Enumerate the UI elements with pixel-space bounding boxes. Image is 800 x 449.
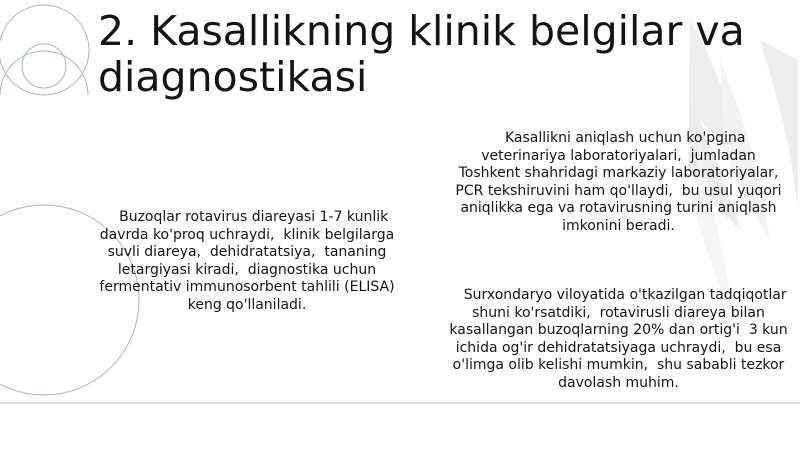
paragraph-right-top: Kasallikni aniqlash uchun ko'pgina veterinariya laboratoriyalari, jumladan Toshkent shahridagi markaziy laboratoriyalar, PCR tekshiruvini ham qo'llaydi, bu usul yuqori aniqlikka ega va rotavirusning turini aniqlash imkonini beradi. xyxy=(455,130,788,234)
paragraph-left: Buzoqlar rotavirus diareyasi 1-7 kunlik davrda ko'proq uchraydi, klinik belgilarga suvli diareya, dehidratatsiya, tananing letargiyasi kiradi, diagnostika uchun fermentativ immunosorbent tahlili (ELISA) keng qo'llaniladi. xyxy=(99,209,400,313)
circle-decor-1 xyxy=(0,5,89,95)
paragraph-right-bottom: Surxondaryo viloyatida o'tkazilgan tadqiqotlar shuni ko'rsatdiki, rotavirusli diareya bilan kasallangan buzoqlarning 20% dan ortig'i 3 kun ichida og'ir dehidratatsiyaga uchraydi, bu esa o'limga olib kelishi mumkin, shu sababli tezkor davolash muhim. xyxy=(449,287,793,391)
slide-title: 2. Kasallikning klinik belgilar va diagnostikasi xyxy=(98,7,745,101)
